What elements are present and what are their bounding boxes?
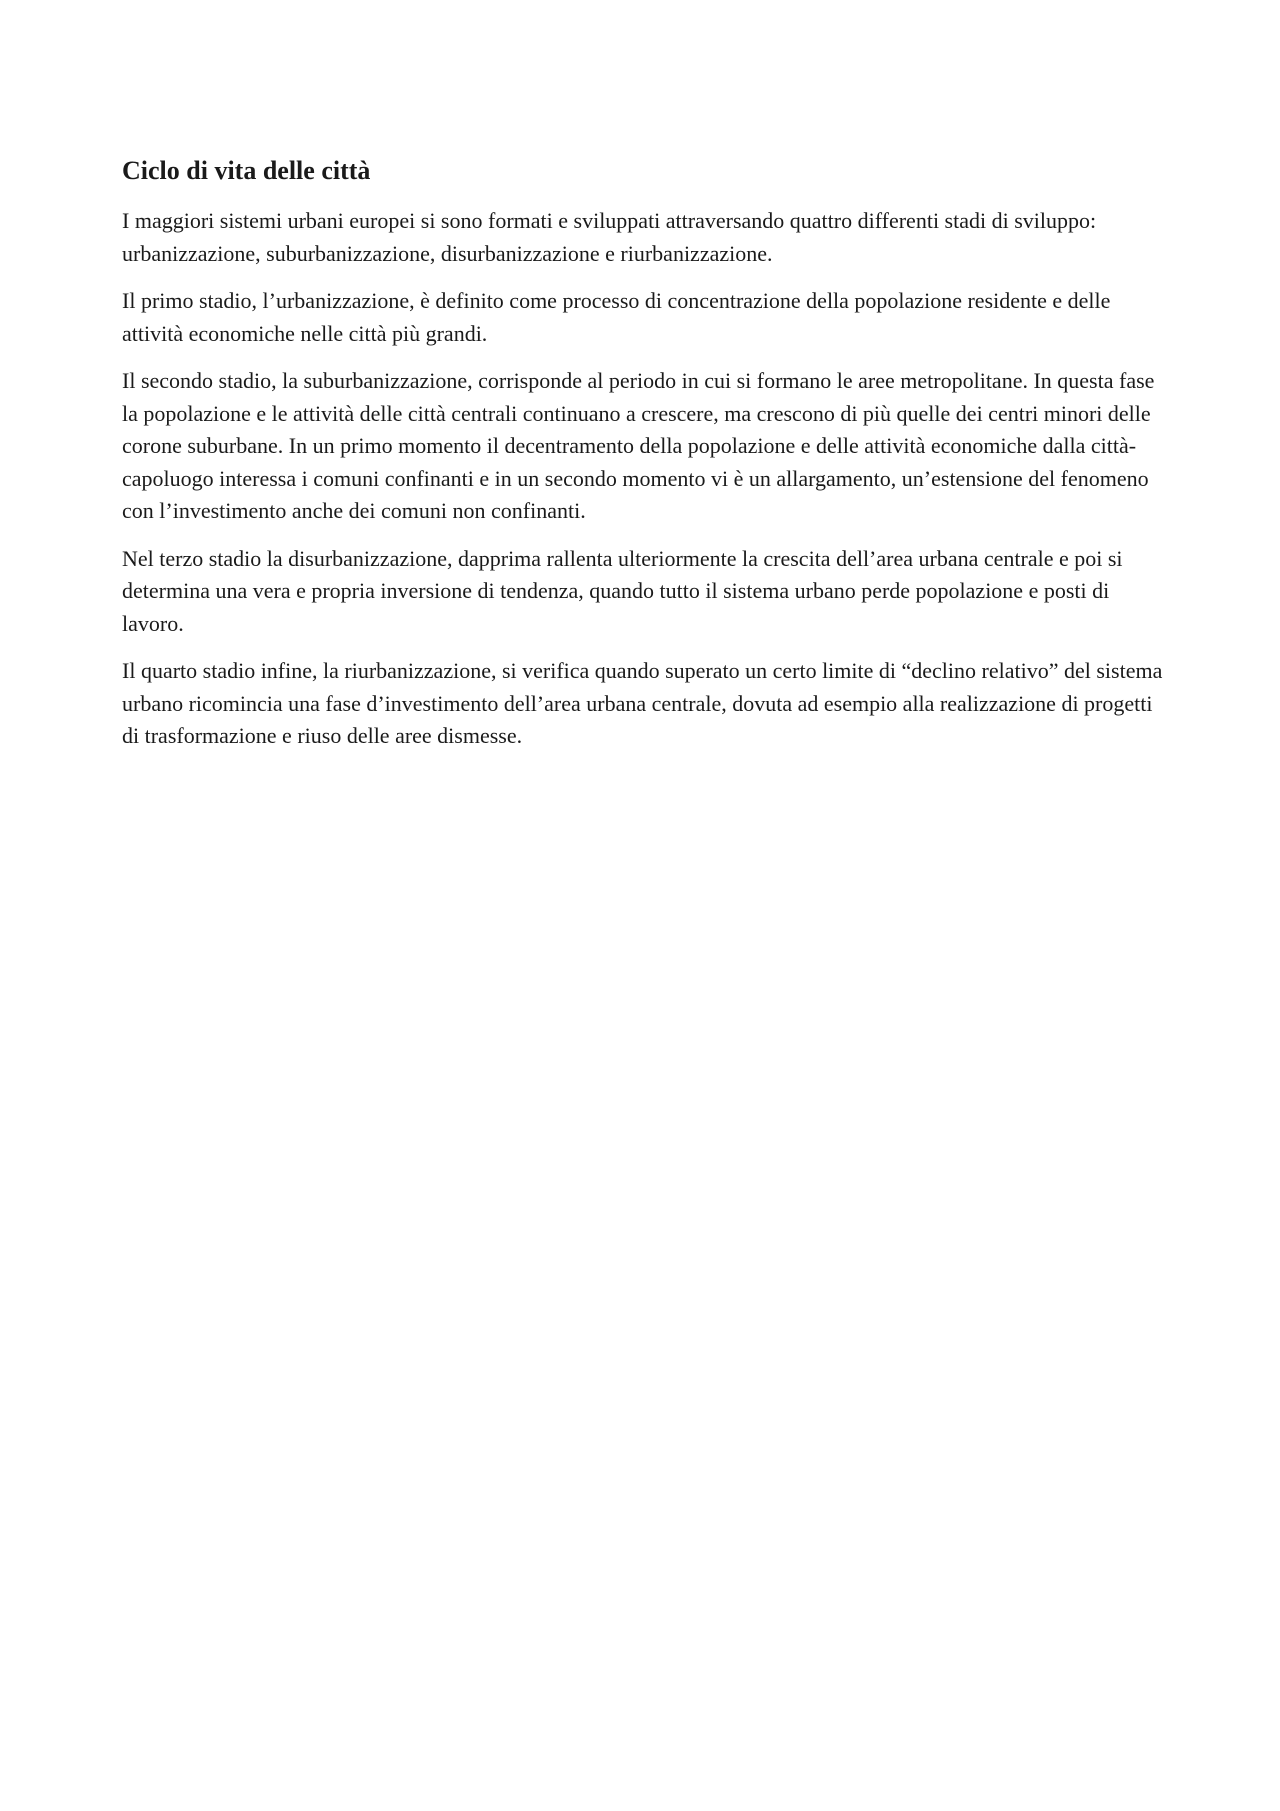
paragraph-first-stage: Il primo stadio, l’urbanizzazione, è definito come processo di concentrazione della popolazione residente e delle attività economiche nelle città più grandi. (122, 288, 1111, 346)
document-body (122, 153, 1172, 768)
paragraph-second-stage: Il secondo stadio, la suburbanizzazione, corrisponde al periodo in cui si formano le aree metropolitane. In questa fase la popolazione e le attività delle città centrali continuano a crescere, ma crescono di più quelle dei centri minori delle corone suburbane. In un primo momento il decentramento della popolazione e delle attività economiche dalla città-capoluogo interessa i comuni confinanti e in un secondo momento vi è un allargamento, un’estensione del fenomeno con l’investimento anche dei comuni non confinanti. (122, 368, 1155, 523)
paragraph-third-stage: Nel terzo stadio la disurbanizzazione, dapprima rallenta ulteriormente la crescita dell’area urbana centrale e poi si determina una vera e propria inversione di tendenza, quando tutto il sistema urbano perde popolazione e posti di lavoro. (122, 545, 1123, 636)
paragraph-intro: I maggiori sistemi urbani europei si sono formati e sviluppati attraversando quattro differenti stadi di sviluppo: urbanizzazione, suburbanizzazione, disurbanizzazione e riurbanizzazione. (122, 208, 1097, 266)
paragraph-fourth-stage: Il quarto stadio infine, la riurbanizzazione, si verifica quando superato un certo limite di “declino relativo” del sistema urbano ricomincia una fase d’investimento dell’area urbana centrale, dovuta ad esempio alla realizzazione di progetti di trasformazione e riuso delle aree dismesse. (122, 658, 1163, 748)
document-title: Ciclo di vita delle città (122, 156, 371, 185)
